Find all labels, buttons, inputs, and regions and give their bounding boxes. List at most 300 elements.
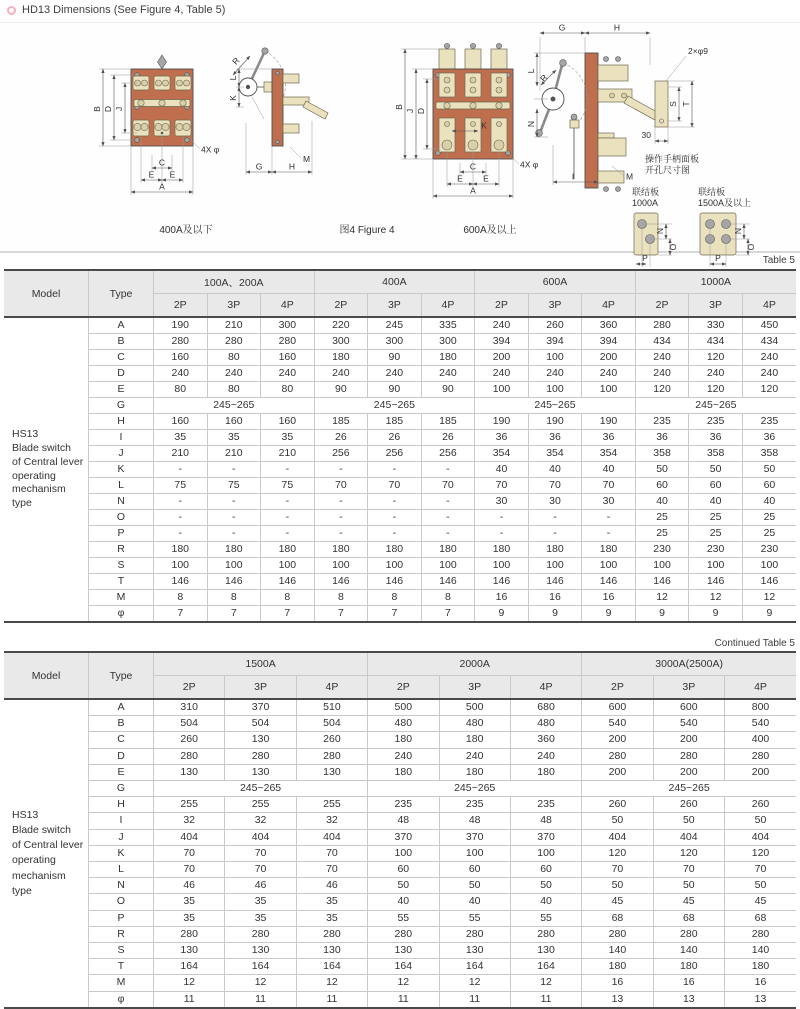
type-column-header: Type (89, 652, 154, 699)
rating-group-header: 100A、200A (154, 270, 315, 294)
continued-table-5-caption: Continued Table 5 (714, 638, 795, 649)
value-cell: 146 (582, 574, 636, 590)
value-cell: 190 (528, 414, 582, 430)
value-cell: 240 (261, 366, 315, 382)
value-cell: 70 (475, 478, 529, 494)
dimension-type-cell: T (89, 959, 154, 975)
value-cell: 360 (582, 317, 636, 334)
pole-count-header: 2P (582, 676, 653, 700)
value-cell: - (154, 526, 208, 542)
value-cell: 210 (207, 317, 261, 334)
model-cell (4, 699, 89, 1008)
value-cell: 16 (475, 590, 529, 606)
value-cell: 12 (154, 975, 225, 991)
value-cell: 8 (261, 590, 315, 606)
pole-count-header: 3P (653, 676, 724, 700)
dim-label-a: A (159, 181, 165, 192)
value-cell: 50 (439, 878, 510, 894)
value-cell: 540 (582, 716, 653, 732)
value-cell: 255 (225, 797, 296, 813)
value-cell: 180 (314, 350, 368, 366)
value-cell: 235 (689, 414, 743, 430)
dim-label-b: B (92, 106, 102, 112)
value-cell: 370 (510, 829, 581, 845)
dim-label-m: M (303, 154, 311, 164)
dim-label-i: I (571, 171, 575, 182)
value-cell: 280 (296, 926, 367, 942)
value-cell: - (421, 462, 475, 478)
value-cell: 40 (528, 462, 582, 478)
merged-value-cell: 245~265 (154, 781, 368, 797)
table-row (4, 494, 796, 510)
dim-label-h: H (613, 22, 621, 33)
value-cell: 100 (154, 558, 208, 574)
table-row (4, 366, 796, 382)
value-cell: 80 (261, 382, 315, 398)
value-cell: 9 (475, 606, 529, 623)
table-row (4, 526, 796, 542)
value-cell: 40 (689, 494, 743, 510)
dimension-type-cell: A (89, 317, 154, 334)
value-cell: 146 (314, 574, 368, 590)
dimension-type-cell: J (89, 446, 154, 462)
value-cell: 45 (582, 894, 653, 910)
value-cell: 200 (475, 350, 529, 366)
value-cell: 434 (635, 334, 689, 350)
value-cell: 370 (368, 829, 439, 845)
value-cell: 90 (368, 382, 422, 398)
dimension-type-cell: R (89, 926, 154, 942)
value-cell: 256 (368, 446, 422, 462)
dimension-type-cell: O (89, 510, 154, 526)
value-cell: 404 (296, 829, 367, 845)
value-cell: 11 (154, 991, 225, 1008)
value-cell: 146 (635, 574, 689, 590)
dim-label-o: O (668, 243, 678, 251)
dimension-type-cell: N (89, 878, 154, 894)
value-cell: 60 (510, 862, 581, 878)
value-cell: 36 (582, 430, 636, 446)
value-cell: 240 (582, 366, 636, 382)
value-cell: 50 (742, 462, 796, 478)
value-cell: 46 (154, 878, 225, 894)
value-cell: 180 (582, 542, 636, 558)
value-cell: 180 (725, 959, 797, 975)
value-cell: 70 (225, 862, 296, 878)
pole-count-header: 4P (296, 676, 367, 700)
dimension-type-cell: T (89, 574, 154, 590)
dimension-type-cell: D (89, 748, 154, 764)
value-cell: 180 (439, 764, 510, 780)
value-cell: 240 (635, 366, 689, 382)
value-cell: 50 (368, 878, 439, 894)
value-cell: 434 (689, 334, 743, 350)
value-cell: 130 (439, 943, 510, 959)
value-cell: 100 (475, 558, 529, 574)
value-cell: 55 (368, 910, 439, 926)
value-cell: 190 (582, 414, 636, 430)
value-cell: 140 (725, 943, 797, 959)
value-cell: 130 (368, 943, 439, 959)
dim-label-j: J (114, 106, 124, 112)
value-cell: 25 (689, 510, 743, 526)
value-cell: 180 (207, 542, 261, 558)
value-cell: 280 (582, 926, 653, 942)
table-row (4, 943, 796, 959)
table-row (4, 699, 796, 716)
value-cell: 146 (207, 574, 261, 590)
value-cell: 130 (225, 732, 296, 748)
value-cell: 35 (154, 430, 208, 446)
dimension-type-cell: L (89, 862, 154, 878)
value-cell: 50 (653, 878, 724, 894)
value-cell: - (582, 526, 636, 542)
value-cell: 255 (296, 797, 367, 813)
value-cell: 280 (635, 317, 689, 334)
value-cell: 240 (635, 350, 689, 366)
table-row (4, 959, 796, 975)
value-cell: 12 (439, 975, 510, 991)
merged-value-cell: 245~265 (314, 398, 475, 414)
value-cell: 180 (368, 732, 439, 748)
value-cell: 260 (653, 797, 724, 813)
pole-count-header: 2P (154, 294, 208, 318)
value-cell: 36 (528, 430, 582, 446)
value-cell: 146 (475, 574, 529, 590)
dimension-type-cell: A (89, 699, 154, 716)
value-cell: 504 (225, 716, 296, 732)
value-cell: 35 (207, 430, 261, 446)
dim-label-k: K (228, 95, 238, 101)
value-cell: 8 (368, 590, 422, 606)
dimensions-table-5-continued (4, 651, 796, 1009)
value-cell: 354 (582, 446, 636, 462)
table-row (4, 606, 796, 623)
value-cell: 404 (725, 829, 797, 845)
dimension-type-cell: S (89, 558, 154, 574)
value-cell: 26 (368, 430, 422, 446)
value-cell: - (207, 510, 261, 526)
dim-label-e: E (483, 173, 489, 184)
callout-2x-phi9: 2×φ9 (688, 46, 708, 56)
value-cell: 68 (653, 910, 724, 926)
value-cell: - (582, 510, 636, 526)
value-cell: 100 (528, 558, 582, 574)
value-cell: 16 (725, 975, 797, 991)
table-row (4, 542, 796, 558)
value-cell: 280 (439, 926, 510, 942)
dim-label-b: B (394, 104, 404, 110)
value-cell: - (421, 526, 475, 542)
value-cell: 180 (154, 542, 208, 558)
pole-count-header: 2P (635, 294, 689, 318)
table-row (4, 430, 796, 446)
value-cell: 210 (261, 446, 315, 462)
value-cell: 185 (421, 414, 475, 430)
dimension-type-cell: H (89, 414, 154, 430)
value-cell: 90 (314, 382, 368, 398)
value-cell: 48 (368, 813, 439, 829)
value-cell: 50 (725, 813, 797, 829)
value-cell: 16 (528, 590, 582, 606)
dimension-type-cell: O (89, 894, 154, 910)
value-cell: 9 (582, 606, 636, 623)
table-row (4, 716, 796, 732)
model-line: mechanism type (12, 869, 66, 897)
value-cell: 180 (314, 542, 368, 558)
value-cell: - (368, 462, 422, 478)
value-cell: 280 (725, 926, 797, 942)
value-cell: 35 (225, 894, 296, 910)
rating-group-header: 3000A(2500A) (582, 652, 796, 676)
value-cell: 240 (689, 366, 743, 382)
value-cell: - (154, 494, 208, 510)
pole-count-header: 4P (421, 294, 475, 318)
value-cell: 404 (225, 829, 296, 845)
dimension-type-cell: G (89, 781, 154, 797)
value-cell: 164 (225, 959, 296, 975)
value-cell: 280 (653, 748, 724, 764)
value-cell: 280 (207, 334, 261, 350)
value-cell: 35 (154, 894, 225, 910)
dim-label-k: K (481, 120, 487, 131)
dim-label-s: S (668, 101, 678, 107)
value-cell: 50 (510, 878, 581, 894)
table-row (4, 797, 796, 813)
value-cell: 200 (725, 764, 797, 780)
pole-count-header: 2P (314, 294, 368, 318)
value-cell: 450 (742, 317, 796, 334)
value-cell: 11 (439, 991, 510, 1008)
dim-label-g: G (558, 22, 566, 33)
value-cell: 260 (528, 317, 582, 334)
panel-caption-line1: 操作手柄面板 (645, 154, 700, 164)
value-cell: 354 (475, 446, 529, 462)
value-cell: 255 (154, 797, 225, 813)
value-cell: 100 (368, 845, 439, 861)
value-cell: 16 (582, 975, 653, 991)
value-cell: 330 (689, 317, 743, 334)
value-cell: 280 (154, 334, 208, 350)
value-cell: 335 (421, 317, 475, 334)
value-cell: 30 (582, 494, 636, 510)
value-cell: 130 (154, 943, 225, 959)
value-cell: 70 (421, 478, 475, 494)
value-cell: 32 (154, 813, 225, 829)
value-cell: 80 (207, 350, 261, 366)
dimension-type-cell: E (89, 382, 154, 398)
pole-count-header: 4P (261, 294, 315, 318)
value-cell: 300 (368, 334, 422, 350)
value-cell: 46 (225, 878, 296, 894)
value-cell: 120 (725, 845, 797, 861)
front-view-400a (92, 55, 220, 195)
value-cell: 130 (510, 943, 581, 959)
value-cell: 800 (725, 699, 797, 716)
dimension-type-cell: C (89, 732, 154, 748)
value-cell: 9 (742, 606, 796, 623)
dimension-type-cell: K (89, 462, 154, 478)
value-cell: 70 (154, 862, 225, 878)
continued-table-5-wrap (4, 651, 796, 1009)
value-cell: 235 (635, 414, 689, 430)
value-cell: 200 (582, 764, 653, 780)
value-cell: 280 (154, 748, 225, 764)
value-cell: 260 (296, 732, 367, 748)
value-cell: 35 (296, 894, 367, 910)
value-cell: 70 (154, 845, 225, 861)
bullet-dot-icon (7, 6, 16, 15)
value-cell: 55 (439, 910, 510, 926)
value-cell: 7 (154, 606, 208, 623)
value-cell: 100 (261, 558, 315, 574)
value-cell: 400 (725, 732, 797, 748)
value-cell: 200 (582, 732, 653, 748)
value-cell: 500 (368, 699, 439, 716)
value-cell: 11 (296, 991, 367, 1008)
value-cell: 240 (207, 366, 261, 382)
table-row (4, 748, 796, 764)
panel-caption-line2: 开孔尺寸图 (645, 165, 691, 175)
dim-label-l: L (228, 75, 238, 81)
dim-label-g: G (255, 161, 263, 172)
value-cell: 100 (582, 558, 636, 574)
model-line: operating (12, 854, 56, 867)
value-cell: 220 (314, 317, 368, 334)
dim-label-e: E (148, 169, 155, 180)
table-row (4, 975, 796, 991)
value-cell: 146 (528, 574, 582, 590)
value-cell: 370 (225, 699, 296, 716)
value-cell: 50 (725, 878, 797, 894)
caption-figure-4: 图4 Figure 4 (339, 225, 395, 236)
model-line: operating (12, 469, 56, 482)
value-cell: 7 (261, 606, 315, 623)
pole-count-header: 3P (439, 676, 510, 700)
value-cell: 680 (510, 699, 581, 716)
value-cell: 40 (635, 494, 689, 510)
value-cell: 30 (475, 494, 529, 510)
table-row (4, 414, 796, 430)
value-cell: 240 (439, 748, 510, 764)
rating-group-header: 400A (314, 270, 475, 294)
value-cell: 25 (635, 510, 689, 526)
value-cell: 240 (421, 366, 475, 382)
value-cell: 36 (742, 430, 796, 446)
value-cell: 70 (653, 862, 724, 878)
callout-4x-phi: 4X φ (201, 144, 220, 155)
value-cell: - (421, 494, 475, 510)
value-cell: 70 (314, 478, 368, 494)
table-row (4, 590, 796, 606)
value-cell: - (475, 510, 529, 526)
dimension-type-cell: M (89, 590, 154, 606)
value-cell: 36 (689, 430, 743, 446)
value-cell: 500 (439, 699, 510, 716)
table-row (4, 926, 796, 942)
value-cell: 200 (653, 732, 724, 748)
value-cell: 160 (261, 414, 315, 430)
value-cell: 185 (368, 414, 422, 430)
value-cell: 300 (314, 334, 368, 350)
table-row (4, 845, 796, 861)
value-cell: 130 (154, 764, 225, 780)
value-cell: 190 (154, 317, 208, 334)
value-cell: 90 (421, 382, 475, 398)
dim-label-a: A (470, 185, 476, 196)
value-cell: 280 (653, 926, 724, 942)
table-row (4, 764, 796, 780)
value-cell: 360 (510, 732, 581, 748)
value-cell: 260 (725, 797, 797, 813)
dimension-type-cell: I (89, 813, 154, 829)
value-cell: 240 (368, 366, 422, 382)
value-cell: 235 (510, 797, 581, 813)
dimension-type-cell: H (89, 797, 154, 813)
value-cell: - (528, 510, 582, 526)
value-cell: 50 (635, 462, 689, 478)
value-cell: 68 (725, 910, 797, 926)
value-cell: 394 (475, 334, 529, 350)
pole-count-header: 4P (725, 676, 797, 700)
value-cell: 12 (510, 975, 581, 991)
table-row (4, 862, 796, 878)
value-cell: 45 (653, 894, 724, 910)
pole-count-header: 3P (368, 294, 422, 318)
dim-label-m: M (626, 171, 634, 182)
value-cell: 240 (742, 350, 796, 366)
value-cell: 260 (154, 732, 225, 748)
dimension-type-cell: B (89, 334, 154, 350)
value-cell: 280 (725, 748, 797, 764)
value-cell: 600 (582, 699, 653, 716)
dim-label-e: E (169, 169, 176, 180)
model-line: of Central lever (12, 839, 84, 852)
value-cell: 240 (314, 366, 368, 382)
value-cell: 120 (582, 845, 653, 861)
value-cell: 35 (261, 430, 315, 446)
value-cell: 100 (742, 558, 796, 574)
dim-label-n: N (526, 120, 536, 128)
value-cell: 256 (421, 446, 475, 462)
dimension-type-cell: φ (89, 606, 154, 623)
dimension-type-cell: R (89, 542, 154, 558)
value-cell: 180 (421, 542, 475, 558)
value-cell: 75 (154, 478, 208, 494)
value-cell: 210 (154, 446, 208, 462)
value-cell: 164 (368, 959, 439, 975)
pole-count-header: 3P (207, 294, 261, 318)
value-cell: 70 (296, 862, 367, 878)
value-cell: 146 (421, 574, 475, 590)
value-cell: 12 (368, 975, 439, 991)
value-cell: 185 (314, 414, 368, 430)
value-cell: 280 (510, 926, 581, 942)
rating-group-header: 1500A (154, 652, 368, 676)
value-cell: - (314, 462, 368, 478)
value-cell: 280 (368, 926, 439, 942)
value-cell: 146 (154, 574, 208, 590)
value-cell: 190 (475, 414, 529, 430)
value-cell: 32 (225, 813, 296, 829)
value-cell: 70 (225, 845, 296, 861)
pole-count-header: 2P (154, 676, 225, 700)
dimension-type-cell: P (89, 526, 154, 542)
value-cell: 180 (439, 732, 510, 748)
dimension-type-cell: I (89, 430, 154, 446)
table-row (4, 732, 796, 748)
dim-label-c: C (469, 161, 477, 172)
